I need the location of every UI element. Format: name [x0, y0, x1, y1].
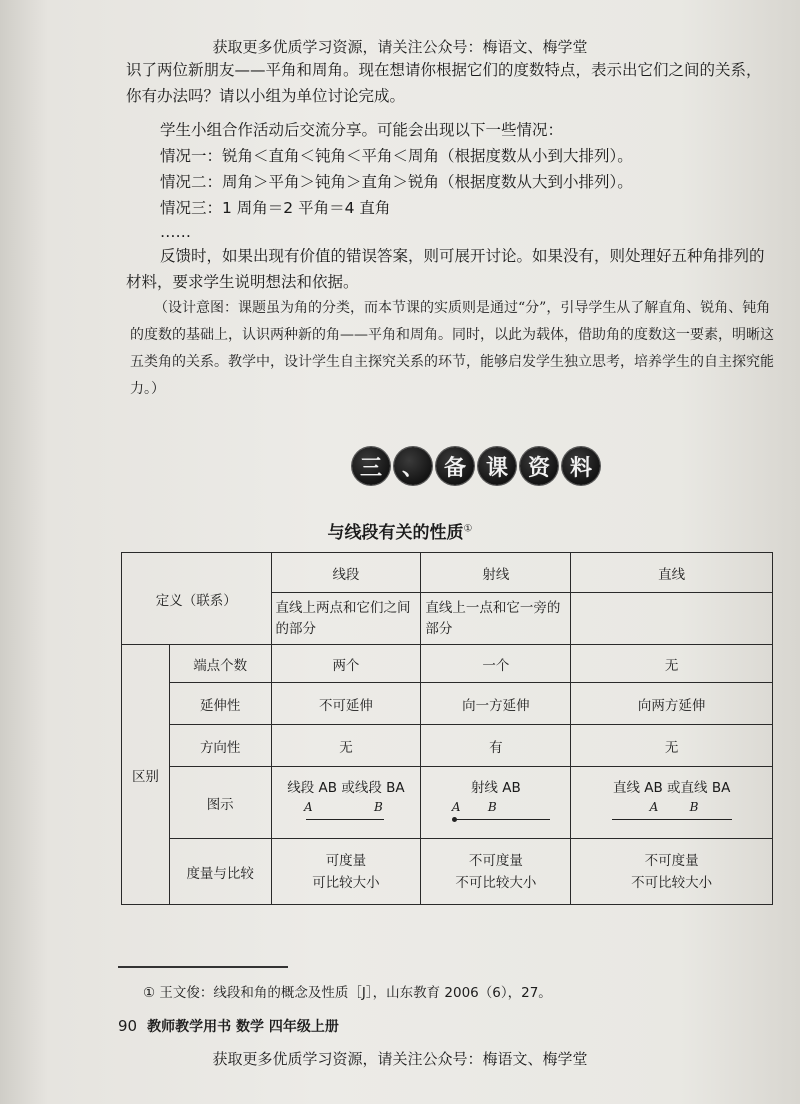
measure-ray	[421, 839, 571, 905]
measure-line2: 不可比较大小	[455, 874, 537, 891]
definition-ray: 直线上一点和它一旁的部分	[421, 593, 571, 645]
paragraph-line: 学生小组合作活动后交流分享。可能会出现以下一些情况：	[160, 121, 564, 139]
table-cell: 无	[271, 725, 421, 767]
table-cell: 一个	[421, 645, 571, 683]
table-title	[0, 518, 800, 543]
ray-line	[454, 819, 550, 821]
table-title-text: 与线段有关的性质	[327, 523, 464, 543]
row-label: 延伸性	[169, 683, 271, 725]
point-label: A	[451, 799, 461, 814]
watermark-top: 获取更多优质学习资源，请关注公众号：梅语文、梅学堂	[212, 38, 588, 56]
paragraph-line: 你有办法吗？请以小组为单位讨论完成。	[126, 87, 406, 105]
page-number: 90	[118, 1017, 138, 1035]
measure-line1: 不可度量	[468, 852, 523, 869]
measure-line	[571, 839, 773, 905]
footnote: ① 王文俊：线段和角的概念及性质［J］，山东教育 2006（6），27。	[143, 985, 552, 1001]
col-header-segment: 线段	[271, 553, 421, 593]
table-cell: 无	[571, 725, 773, 767]
measure-line2: 不可比较大小	[631, 874, 713, 891]
row-label: 方向性	[169, 725, 271, 767]
straight-line	[612, 819, 732, 821]
row-label: 端点个数	[169, 645, 271, 683]
figure-caption: 射线 AB	[470, 779, 521, 796]
table-cell: 不可延伸	[271, 683, 421, 725]
case-two: 情况二：周角＞平角＞钝角＞直角＞锐角（根据度数从大到小排列）。	[160, 173, 633, 191]
banner-char: 、	[394, 447, 432, 485]
watermark-bottom: 获取更多优质学习资源，请关注公众号：梅语文、梅学堂	[212, 1050, 588, 1068]
ray-diagram	[436, 800, 556, 830]
figure-line	[571, 767, 773, 839]
col-header-line: 直线	[571, 553, 773, 593]
figure-caption: 线段 AB 或线段 BA	[287, 779, 405, 796]
paragraph-line: 反馈时，如果出现有价值的错误答案，则可展开讨论。如果没有，则处理好五种角排列的	[160, 247, 765, 265]
segment-line	[306, 819, 384, 821]
point-label: B	[689, 799, 699, 814]
design-intent-note: （设计意图：课题虽为角的分类，而本节课的实质则是通过“分”，引导学生从了解直角、锐角、钝角的度数的基础上，认识两种新的角——平角和周角。同时，以此为载体，借助角的度数这一要素，明晰这五类角的关系。教学中，设计学生自主探究关系的环节，能够启发学生独立思考，培养学生的自主探究能力。）	[130, 300, 774, 397]
figure-ray	[421, 767, 571, 839]
group-label: 区别	[122, 645, 170, 905]
banner-char: 三	[352, 447, 390, 485]
ellipsis: ……	[160, 223, 191, 241]
page-footer	[118, 1016, 339, 1036]
measure-line1: 不可度量	[644, 852, 699, 869]
definition-segment: 直线上两点和它们之间的部分	[271, 593, 421, 645]
point-label: B	[487, 799, 497, 814]
table-cell: 两个	[271, 645, 421, 683]
banner-char: 课	[478, 447, 516, 485]
table-cell: 无	[571, 645, 773, 683]
banner-char: 料	[562, 447, 600, 485]
banner-char: 资	[520, 447, 558, 485]
paragraph-line: 识了两位新朋友——平角和周角。现在想请你根据它们的度数特点，表示出它们之间的关系，	[126, 61, 762, 79]
footnote-divider	[118, 966, 288, 968]
row-label: 度量与比较	[169, 839, 271, 905]
table-cell: 向一方延伸	[421, 683, 571, 725]
row-label: 图示	[169, 767, 271, 839]
definition-label: 定义（联系）	[122, 553, 272, 645]
table-cell: 向两方延伸	[571, 683, 773, 725]
point-label: A	[303, 799, 313, 814]
table-cell: 有	[421, 725, 571, 767]
properties-table	[121, 552, 773, 905]
section-banner	[352, 447, 600, 487]
book-title: 教师教学用书 数学 四年级上册	[147, 1019, 339, 1035]
ray-endpoint	[452, 817, 457, 822]
col-header-ray: 射线	[421, 553, 571, 593]
banner-char: 备	[436, 447, 474, 485]
point-label: A	[649, 799, 659, 814]
paragraph-line: 材料，要求学生说明想法和依据。	[126, 273, 359, 291]
footnote-ref: ①	[463, 523, 473, 535]
case-three: 情况三：1 周角＝2 平角＝4 直角	[160, 199, 391, 217]
case-one: 情况一：锐角＜直角＜钝角＜平角＜周角（根据度数从小到大排列）。	[160, 147, 633, 165]
measure-line2: 可比较大小	[312, 874, 380, 891]
line-diagram	[612, 800, 732, 830]
definition-line	[571, 593, 773, 645]
measure-line1: 可度量	[325, 852, 367, 869]
segment-diagram	[286, 800, 406, 830]
measure-segment	[271, 839, 421, 905]
point-label: B	[373, 799, 383, 814]
figure-segment	[271, 767, 421, 839]
figure-caption: 直线 AB 或直线 BA	[612, 779, 731, 796]
